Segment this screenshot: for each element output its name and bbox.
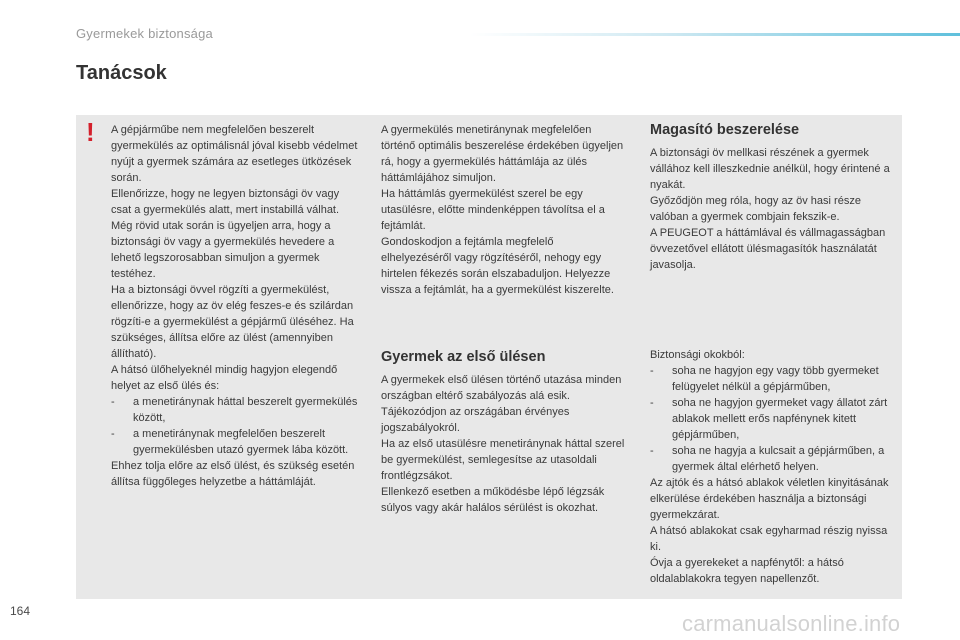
paragraph: Ellenkező esetben a működésbe lépő légzsák súlyos vagy akár halálos sérülést is okozhat. [381,486,605,514]
paragraph: Győződjön meg róla, hogy az öv hasi része valóban a gyermek combjain fekszik-e. [650,195,861,223]
paragraph: Óvja a gyerekeket a napfénytől: a hátsó oldalablakokra tegyen napellenzőt. [650,557,844,585]
header-gradient-bar [470,33,960,36]
list-item-text: soha ne hagyja a kulcsait a gépjárműben, a gyermek által elérhető helyen. [672,445,885,473]
list-item-text: a menetiránynak háttal beszerelt gyermekülés között, [133,396,358,424]
column-2 [381,122,626,298]
paragraph: A PEUGEOT a háttámlával és vállmagasságban övvezetővel ellátott ülésmagasítók használatát javasolja. [650,227,886,271]
paragraph: Biztonsági okokból: [650,349,745,361]
list-item-text: soha ne hagyjon gyermeket vagy állatot zárt ablakok mellett erős napfénynek kitett gépjárműben, [672,397,888,441]
dash-bullet: - [650,365,654,377]
list-item [650,395,900,443]
column-2-section [381,372,626,516]
column-1 [111,122,359,490]
list-item [111,394,359,426]
paragraph: Ellenőrizze, hogy ne legyen biztonsági öv vagy csat a gyermekülés alatt, mert instabillá válhat. [111,188,340,216]
paragraph: A gépjárműbe nem megfelelően beszerelt gyermekülés az optimálisnál jóval kisebb védelmet nyújt a gyermek számára az esetleges ütközések során. [111,124,358,184]
paragraph: A hátsó ablakokat csak egyharmad részig nyissa ki. [650,525,888,553]
page-title: Tanácsok [76,62,167,84]
list-item [111,426,359,458]
paragraph: Ha háttámlás gyermekülést szerel be egy utasülésre, előtte mindenképpen távolítsa el a fejtámlát. [381,188,605,232]
list-item-text: soha ne hagyjon egy vagy több gyermeket felügyelet nélkül a gépjárműben, [672,365,879,393]
paragraph: A hátsó ülőhelyeknél mindig hagyjon elegendő helyet az első ülés és: [111,364,338,392]
paragraph: Ha az első utasülésre menetiránynak háttal szerel be gyermekülést, semlegesítse az utasoldali frontlégzsákot. [381,438,625,482]
paragraph: Gondoskodjon a fejtámla megfelelő elhelyezéséről vagy rögzítéséről, nehogy egy hirtelen fékezés során elszabaduljon. Helyezze vissza a fejtámlát, ha a gyermekülést kiszerelte. [381,236,614,296]
list-item [650,363,900,395]
paragraph: A gyermekek első ülésen történő utazása minden országban eltérő szabályozás alá esik. Tájékozódjon az országában érvényes jogszabályokról. [381,374,622,434]
column-3 [650,145,900,273]
paragraph: A biztonsági öv mellkasi részének a gyermek vállához kell illeszkednie anélkül, hogy érintené a nyakát. [650,147,890,191]
watermark-text: carmanualsonline.info [682,611,901,636]
dash-bullet: - [111,428,115,440]
page-number: 164 [10,604,31,618]
paragraph: A gyermekülés menetiránynak megfelelően történő optimális beszerelése érdekében ügyeljen rá, hogy a gyermekülés háttámlája az ülés háttámlájához simuljon. [381,124,624,184]
section-title-front-seat: Gyermek az első ülésen [381,349,546,365]
warning-icon: ! [86,117,95,147]
list-item [650,443,900,475]
dash-bullet: - [650,445,654,457]
dash-bullet: - [650,397,654,409]
section-title-booster: Magasító beszerelése [650,122,800,138]
paragraph: Ehhez tolja előre az első ülést, és szükség esetén állítsa függőleges helyzetbe a háttámláját. [111,460,355,488]
section-header-title: Gyermekek biztonsága [76,26,213,41]
paragraph: Még rövid utak során is ügyeljen arra, hogy a biztonsági öv vagy a gyermekülés hevedere a lehető legszorosabban simuljon a gyermek testéhez. [111,220,335,280]
paragraph: Az ajtók és a hátsó ablakok véletlen kinyitásának elkerülése érdekében használja a biztonsági gyermekzárat. [650,477,889,521]
dash-bullet: - [111,396,115,408]
paragraph: Ha a biztonsági övvel rögzíti a gyermekülést, ellenőrizze, hogy az öv elég feszes-e és szilárdan rögzíti-e a gyermekülést a gépjármű üléséhez. Ha szükséges, állítsa előre az ülést (amennyiben állítható). [111,284,354,360]
column-3-safety [650,347,900,587]
list-item-text: a menetiránynak megfelelően beszerelt gyermekülésben utazó gyermek lába között. [133,428,349,456]
